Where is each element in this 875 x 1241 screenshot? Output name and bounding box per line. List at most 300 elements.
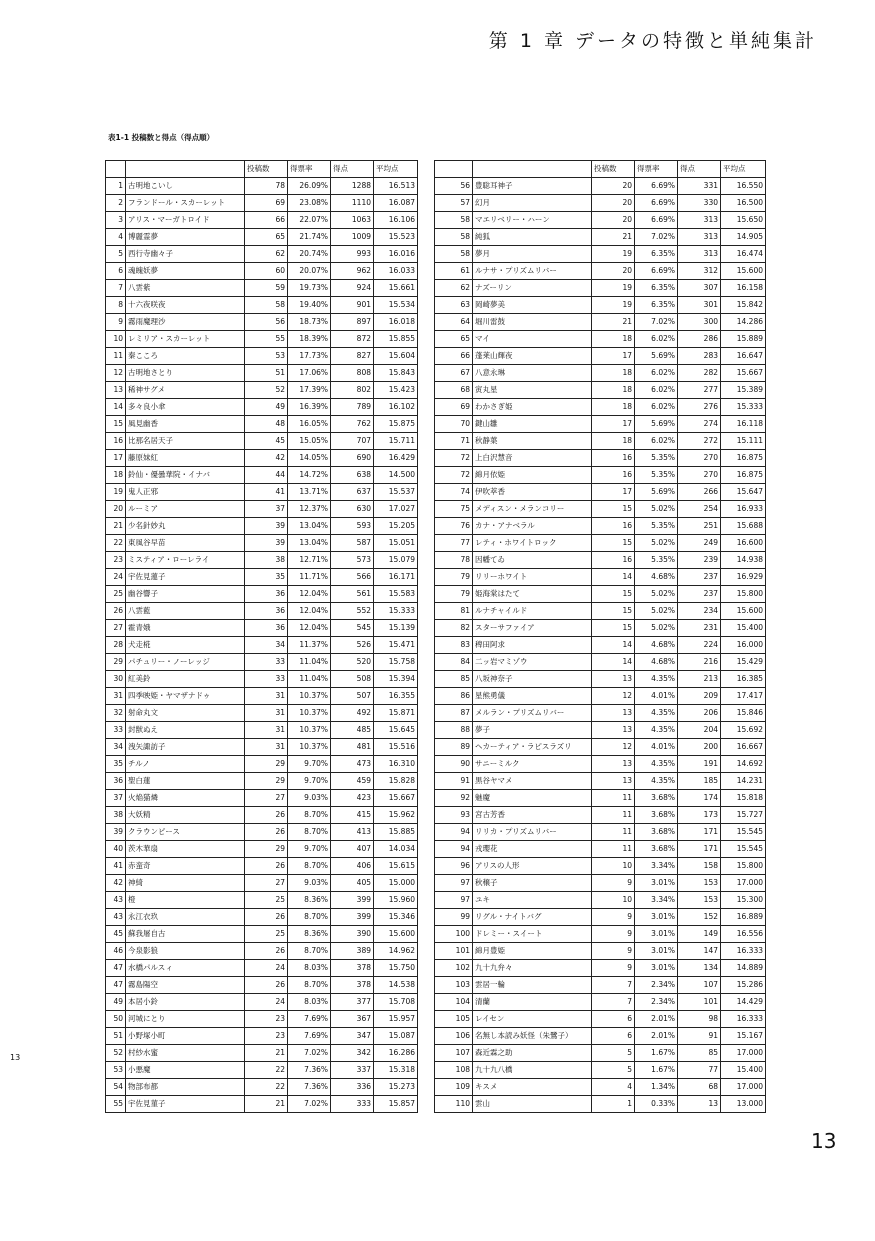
score-cell: 171: [678, 841, 721, 858]
vote-rate-cell: 4.35%: [635, 773, 678, 790]
rank-cell: 18: [106, 467, 126, 484]
vote-rate-cell: 5.69%: [635, 416, 678, 433]
table-row: [106, 331, 418, 348]
vote-rate-cell: 2.01%: [635, 1011, 678, 1028]
posts-cell: 52: [245, 382, 288, 399]
vote-rate-cell: 4.35%: [635, 671, 678, 688]
average-cell: 15.667: [374, 790, 418, 807]
posts-cell: 9: [592, 943, 635, 960]
table-row: [106, 994, 418, 1011]
average-cell: 16.550: [721, 178, 766, 195]
table-row: [435, 246, 766, 263]
posts-cell: 29: [245, 841, 288, 858]
rank-cell: 93: [435, 807, 473, 824]
name-cell: 鍵山雛: [473, 416, 592, 433]
name-cell: 神綺: [126, 875, 245, 892]
score-cell: 134: [678, 960, 721, 977]
average-cell: 15.842: [721, 297, 766, 314]
posts-cell: 6: [592, 1028, 635, 1045]
vote-rate-cell: 6.02%: [635, 365, 678, 382]
vote-rate-cell: 8.70%: [288, 977, 331, 994]
rank-cell: 36: [106, 773, 126, 790]
score-cell: 251: [678, 518, 721, 535]
score-cell: 638: [331, 467, 374, 484]
name-cell: ルナサ・プリズムリバー: [473, 263, 592, 280]
average-cell: 15.471: [374, 637, 418, 654]
vote-rate-cell: 2.01%: [635, 1028, 678, 1045]
score-cell: 231: [678, 620, 721, 637]
name-cell: 九十九弁々: [473, 960, 592, 977]
name-cell: 橙: [126, 892, 245, 909]
vote-rate-cell: 9.70%: [288, 841, 331, 858]
score-cell: 237: [678, 569, 721, 586]
posts-cell: 17: [592, 416, 635, 433]
average-cell: 15.273: [374, 1079, 418, 1096]
vote-rate-cell: 10.37%: [288, 722, 331, 739]
vote-rate-cell: 7.02%: [635, 229, 678, 246]
score-cell: 209: [678, 688, 721, 705]
table-row: [435, 399, 766, 416]
table-row: [106, 1028, 418, 1045]
average-cell: 15.800: [721, 858, 766, 875]
average-cell: 15.111: [721, 433, 766, 450]
score-cell: 485: [331, 722, 374, 739]
score-cell: 307: [678, 280, 721, 297]
rank-cell: 68: [435, 382, 473, 399]
average-cell: 14.500: [374, 467, 418, 484]
table-row: [435, 416, 766, 433]
name-cell: レイセン: [473, 1011, 592, 1028]
name-cell: フランドール・スカーレット: [126, 195, 245, 212]
score-cell: 413: [331, 824, 374, 841]
name-cell: 秦こころ: [126, 348, 245, 365]
score-cell: 158: [678, 858, 721, 875]
posts-cell: 20: [592, 178, 635, 195]
average-cell: 15.843: [374, 365, 418, 382]
name-cell: 幽谷響子: [126, 586, 245, 603]
rank-cell: 21: [106, 518, 126, 535]
vote-rate-cell: 3.68%: [635, 824, 678, 841]
table-row: [435, 450, 766, 467]
average-cell: 16.333: [721, 1011, 766, 1028]
table-row: [435, 960, 766, 977]
posts-cell: 36: [245, 620, 288, 637]
score-cell: 270: [678, 450, 721, 467]
posts-cell: 23: [245, 1011, 288, 1028]
score-cell: 378: [331, 977, 374, 994]
posts-cell: 21: [592, 229, 635, 246]
name-cell: リリーホワイト: [473, 569, 592, 586]
posts-cell: 60: [245, 263, 288, 280]
posts-cell: 22: [245, 1079, 288, 1096]
rank-cell: 62: [435, 280, 473, 297]
table-row: [106, 178, 418, 195]
vote-rate-cell: 4.68%: [635, 637, 678, 654]
vote-rate-cell: 3.68%: [635, 841, 678, 858]
name-cell: 堀川雷鼓: [473, 314, 592, 331]
name-cell: 九十九八橋: [473, 1062, 592, 1079]
average-cell: 16.500: [721, 195, 766, 212]
posts-cell: 18: [592, 382, 635, 399]
average-cell: 15.079: [374, 552, 418, 569]
rank-cell: 26: [106, 603, 126, 620]
vote-rate-cell: 8.03%: [288, 994, 331, 1011]
posts-cell: 48: [245, 416, 288, 433]
table-row: [106, 450, 418, 467]
score-cell: 389: [331, 943, 374, 960]
posts-cell: 59: [245, 280, 288, 297]
score-cell: 313: [678, 246, 721, 263]
posts-cell: 11: [592, 807, 635, 824]
vote-rate-cell: 13.04%: [288, 518, 331, 535]
table-row: [106, 892, 418, 909]
header-blank: [106, 161, 126, 178]
table-row: [435, 1062, 766, 1079]
vote-rate-cell: 4.35%: [635, 705, 678, 722]
table-row: [106, 1096, 418, 1113]
rank-cell: 101: [435, 943, 473, 960]
vote-rate-cell: 7.69%: [288, 1011, 331, 1028]
name-cell: 名無し本読み妖怪（朱鷺子）: [473, 1028, 592, 1045]
posts-cell: 35: [245, 569, 288, 586]
table-row: [435, 484, 766, 501]
rank-cell: 70: [435, 416, 473, 433]
rank-cell: 82: [435, 620, 473, 637]
rank-cell: 7: [106, 280, 126, 297]
name-cell: アリスの人形: [473, 858, 592, 875]
posts-cell: 14: [592, 569, 635, 586]
rank-cell: 79: [435, 569, 473, 586]
name-cell: 水橋パルスィ: [126, 960, 245, 977]
posts-cell: 27: [245, 875, 288, 892]
name-cell: メルラン・プリズムリバー: [473, 705, 592, 722]
vote-rate-cell: 5.02%: [635, 620, 678, 637]
rank-cell: 105: [435, 1011, 473, 1028]
vote-rate-cell: 20.74%: [288, 246, 331, 263]
average-cell: 16.875: [721, 467, 766, 484]
table-row: [106, 909, 418, 926]
rank-cell: 94: [435, 824, 473, 841]
rank-cell: 42: [106, 875, 126, 892]
table-row: [435, 263, 766, 280]
average-cell: 15.962: [374, 807, 418, 824]
score-cell: 282: [678, 365, 721, 382]
average-cell: 16.310: [374, 756, 418, 773]
average-cell: 16.929: [721, 569, 766, 586]
table-row: [435, 195, 766, 212]
vote-rate-cell: 5.02%: [635, 535, 678, 552]
average-cell: 17.000: [721, 875, 766, 892]
vote-rate-cell: 3.01%: [635, 960, 678, 977]
rank-cell: 81: [435, 603, 473, 620]
header-posts: 投稿数: [592, 161, 635, 178]
posts-cell: 26: [245, 943, 288, 960]
score-cell: 573: [331, 552, 374, 569]
name-cell: 今泉影狼: [126, 943, 245, 960]
table-row: [106, 722, 418, 739]
average-cell: 16.018: [374, 314, 418, 331]
table-row: [106, 977, 418, 994]
rank-cell: 74: [435, 484, 473, 501]
posts-cell: 14: [592, 637, 635, 654]
vote-rate-cell: 8.36%: [288, 926, 331, 943]
table-row: [435, 314, 766, 331]
score-cell: 249: [678, 535, 721, 552]
average-cell: 15.394: [374, 671, 418, 688]
rank-cell: 32: [106, 705, 126, 722]
table-row: [106, 348, 418, 365]
vote-rate-cell: 19.73%: [288, 280, 331, 297]
score-cell: 423: [331, 790, 374, 807]
posts-cell: 36: [245, 603, 288, 620]
score-cell: 91: [678, 1028, 721, 1045]
rank-cell: 54: [106, 1079, 126, 1096]
score-cell: 492: [331, 705, 374, 722]
rank-cell: 96: [435, 858, 473, 875]
rank-cell: 83: [435, 637, 473, 654]
vote-rate-cell: 17.39%: [288, 382, 331, 399]
vote-rate-cell: 5.02%: [635, 586, 678, 603]
header-vote-rate: 得票率: [288, 161, 331, 178]
table-row: [106, 263, 418, 280]
rank-cell: 24: [106, 569, 126, 586]
vote-rate-cell: 7.36%: [288, 1062, 331, 1079]
table-row: [435, 722, 766, 739]
vote-rate-cell: 13.04%: [288, 535, 331, 552]
posts-cell: 44: [245, 467, 288, 484]
average-cell: 15.534: [374, 297, 418, 314]
vote-rate-cell: 16.05%: [288, 416, 331, 433]
table-row: [435, 977, 766, 994]
posts-cell: 29: [245, 773, 288, 790]
rank-cell: 16: [106, 433, 126, 450]
rank-cell: 55: [106, 1096, 126, 1113]
rank-cell: 63: [435, 297, 473, 314]
score-cell: 962: [331, 263, 374, 280]
score-cell: 378: [331, 960, 374, 977]
table-row: [435, 467, 766, 484]
average-cell: 15.727: [721, 807, 766, 824]
score-cell: 77: [678, 1062, 721, 1079]
score-cell: 272: [678, 433, 721, 450]
rank-cell: 15: [106, 416, 126, 433]
name-cell: 宇佐見菫子: [126, 1096, 245, 1113]
header-blank: [126, 161, 245, 178]
table-row: [435, 297, 766, 314]
average-cell: 15.300: [721, 892, 766, 909]
score-cell: 270: [678, 467, 721, 484]
table-row: [106, 705, 418, 722]
score-cell: 802: [331, 382, 374, 399]
score-cell: 390: [331, 926, 374, 943]
table-row: [106, 1079, 418, 1096]
table-row: [435, 671, 766, 688]
posts-cell: 21: [245, 1045, 288, 1062]
table-row: [106, 501, 418, 518]
average-cell: 15.692: [721, 722, 766, 739]
vote-rate-cell: 3.34%: [635, 858, 678, 875]
name-cell: 稗田阿求: [473, 637, 592, 654]
vote-rate-cell: 7.02%: [288, 1045, 331, 1062]
score-cell: 459: [331, 773, 374, 790]
score-cell: 336: [331, 1079, 374, 1096]
score-cell: 545: [331, 620, 374, 637]
average-cell: 15.167: [721, 1028, 766, 1045]
vote-rate-cell: 10.37%: [288, 688, 331, 705]
posts-cell: 15: [592, 620, 635, 637]
posts-cell: 18: [592, 331, 635, 348]
score-cell: 276: [678, 399, 721, 416]
vote-rate-cell: 1.34%: [635, 1079, 678, 1096]
table-row: [435, 331, 766, 348]
table-row: [106, 824, 418, 841]
table-row: [435, 365, 766, 382]
table-row: [106, 314, 418, 331]
average-cell: 15.645: [374, 722, 418, 739]
table-row: [435, 858, 766, 875]
vote-rate-cell: 8.70%: [288, 909, 331, 926]
posts-cell: 18: [592, 365, 635, 382]
posts-cell: 16: [592, 450, 635, 467]
posts-cell: 66: [245, 212, 288, 229]
rank-cell: 69: [435, 399, 473, 416]
name-cell: 蘇我屠自古: [126, 926, 245, 943]
posts-cell: 31: [245, 688, 288, 705]
average-cell: 16.889: [721, 909, 766, 926]
rank-cell: 102: [435, 960, 473, 977]
name-cell: リリカ・プリズムリバー: [473, 824, 592, 841]
name-cell: 秋穣子: [473, 875, 592, 892]
posts-cell: 24: [245, 960, 288, 977]
rank-cell: 88: [435, 722, 473, 739]
posts-cell: 29: [245, 756, 288, 773]
rank-cell: 61: [435, 263, 473, 280]
name-cell: 純狐: [473, 229, 592, 246]
table-row: [106, 484, 418, 501]
average-cell: 15.516: [374, 739, 418, 756]
rank-cell: 49: [106, 994, 126, 1011]
average-cell: 15.389: [721, 382, 766, 399]
posts-cell: 37: [245, 501, 288, 518]
vote-rate-cell: 6.02%: [635, 331, 678, 348]
rank-cell: 39: [106, 824, 126, 841]
table-row: [106, 926, 418, 943]
name-cell: 二ッ岩マミゾウ: [473, 654, 592, 671]
rank-cell: 13: [106, 382, 126, 399]
vote-rate-cell: 4.01%: [635, 739, 678, 756]
posts-cell: 25: [245, 926, 288, 943]
table-row: [435, 552, 766, 569]
name-cell: ドレミー・スイート: [473, 926, 592, 943]
posts-cell: 58: [245, 297, 288, 314]
vote-rate-cell: 10.37%: [288, 739, 331, 756]
vote-rate-cell: 14.72%: [288, 467, 331, 484]
rank-cell: 56: [435, 178, 473, 195]
name-cell: 小野塚小町: [126, 1028, 245, 1045]
average-cell: 16.087: [374, 195, 418, 212]
posts-cell: 69: [245, 195, 288, 212]
rank-cell: 110: [435, 1096, 473, 1113]
vote-rate-cell: 3.68%: [635, 790, 678, 807]
average-cell: 15.600: [721, 603, 766, 620]
vote-rate-cell: 6.35%: [635, 297, 678, 314]
table-row: [435, 739, 766, 756]
rank-cell: 4: [106, 229, 126, 246]
name-cell: ヘカーティア・ラピスラズリ: [473, 739, 592, 756]
posts-cell: 1: [592, 1096, 635, 1113]
table-row: [106, 399, 418, 416]
rank-cell: 100: [435, 926, 473, 943]
posts-cell: 31: [245, 722, 288, 739]
header-vote-rate: 得票率: [635, 161, 678, 178]
rank-cell: 47: [106, 977, 126, 994]
table-header-row: [106, 161, 418, 178]
score-cell: 630: [331, 501, 374, 518]
average-cell: 15.846: [721, 705, 766, 722]
table-row: [106, 671, 418, 688]
table-row: [106, 637, 418, 654]
average-cell: 15.667: [721, 365, 766, 382]
posts-cell: 25: [245, 892, 288, 909]
rank-cell: 79: [435, 586, 473, 603]
table-row: [106, 807, 418, 824]
rank-cell: 58: [435, 246, 473, 263]
posts-cell: 23: [245, 1028, 288, 1045]
posts-cell: 31: [245, 739, 288, 756]
average-cell: 16.000: [721, 637, 766, 654]
score-cell: 377: [331, 994, 374, 1011]
name-cell: ミスティア・ローレライ: [126, 552, 245, 569]
score-cell: 239: [678, 552, 721, 569]
posts-cell: 62: [245, 246, 288, 263]
score-cell: 407: [331, 841, 374, 858]
average-cell: 15.604: [374, 348, 418, 365]
score-cell: 174: [678, 790, 721, 807]
margin-page-number: 13: [10, 1053, 21, 1062]
rank-cell: 84: [435, 654, 473, 671]
posts-cell: 11: [592, 790, 635, 807]
vote-rate-cell: 15.05%: [288, 433, 331, 450]
table-row: [435, 603, 766, 620]
posts-cell: 20: [592, 195, 635, 212]
vote-rate-cell: 5.69%: [635, 484, 678, 501]
table-row: [435, 535, 766, 552]
name-cell: マエリベリー・ハーン: [473, 212, 592, 229]
rank-cell: 71: [435, 433, 473, 450]
score-cell: 897: [331, 314, 374, 331]
average-cell: 16.333: [721, 943, 766, 960]
name-cell: 森近霖之助: [473, 1045, 592, 1062]
name-cell: 魂魄妖夢: [126, 263, 245, 280]
rank-cell: 43: [106, 892, 126, 909]
posts-cell: 13: [592, 722, 635, 739]
average-cell: 16.118: [721, 416, 766, 433]
score-cell: 762: [331, 416, 374, 433]
score-cell: 405: [331, 875, 374, 892]
name-cell: スターサファイア: [473, 620, 592, 637]
table-row: [435, 773, 766, 790]
table-row: [106, 246, 418, 263]
score-cell: 406: [331, 858, 374, 875]
average-cell: 16.106: [374, 212, 418, 229]
posts-cell: 10: [592, 892, 635, 909]
posts-cell: 26: [245, 858, 288, 875]
name-cell: 博麗霊夢: [126, 229, 245, 246]
average-cell: 15.346: [374, 909, 418, 926]
table-row: [435, 892, 766, 909]
table-row: [435, 433, 766, 450]
table-row: [106, 858, 418, 875]
